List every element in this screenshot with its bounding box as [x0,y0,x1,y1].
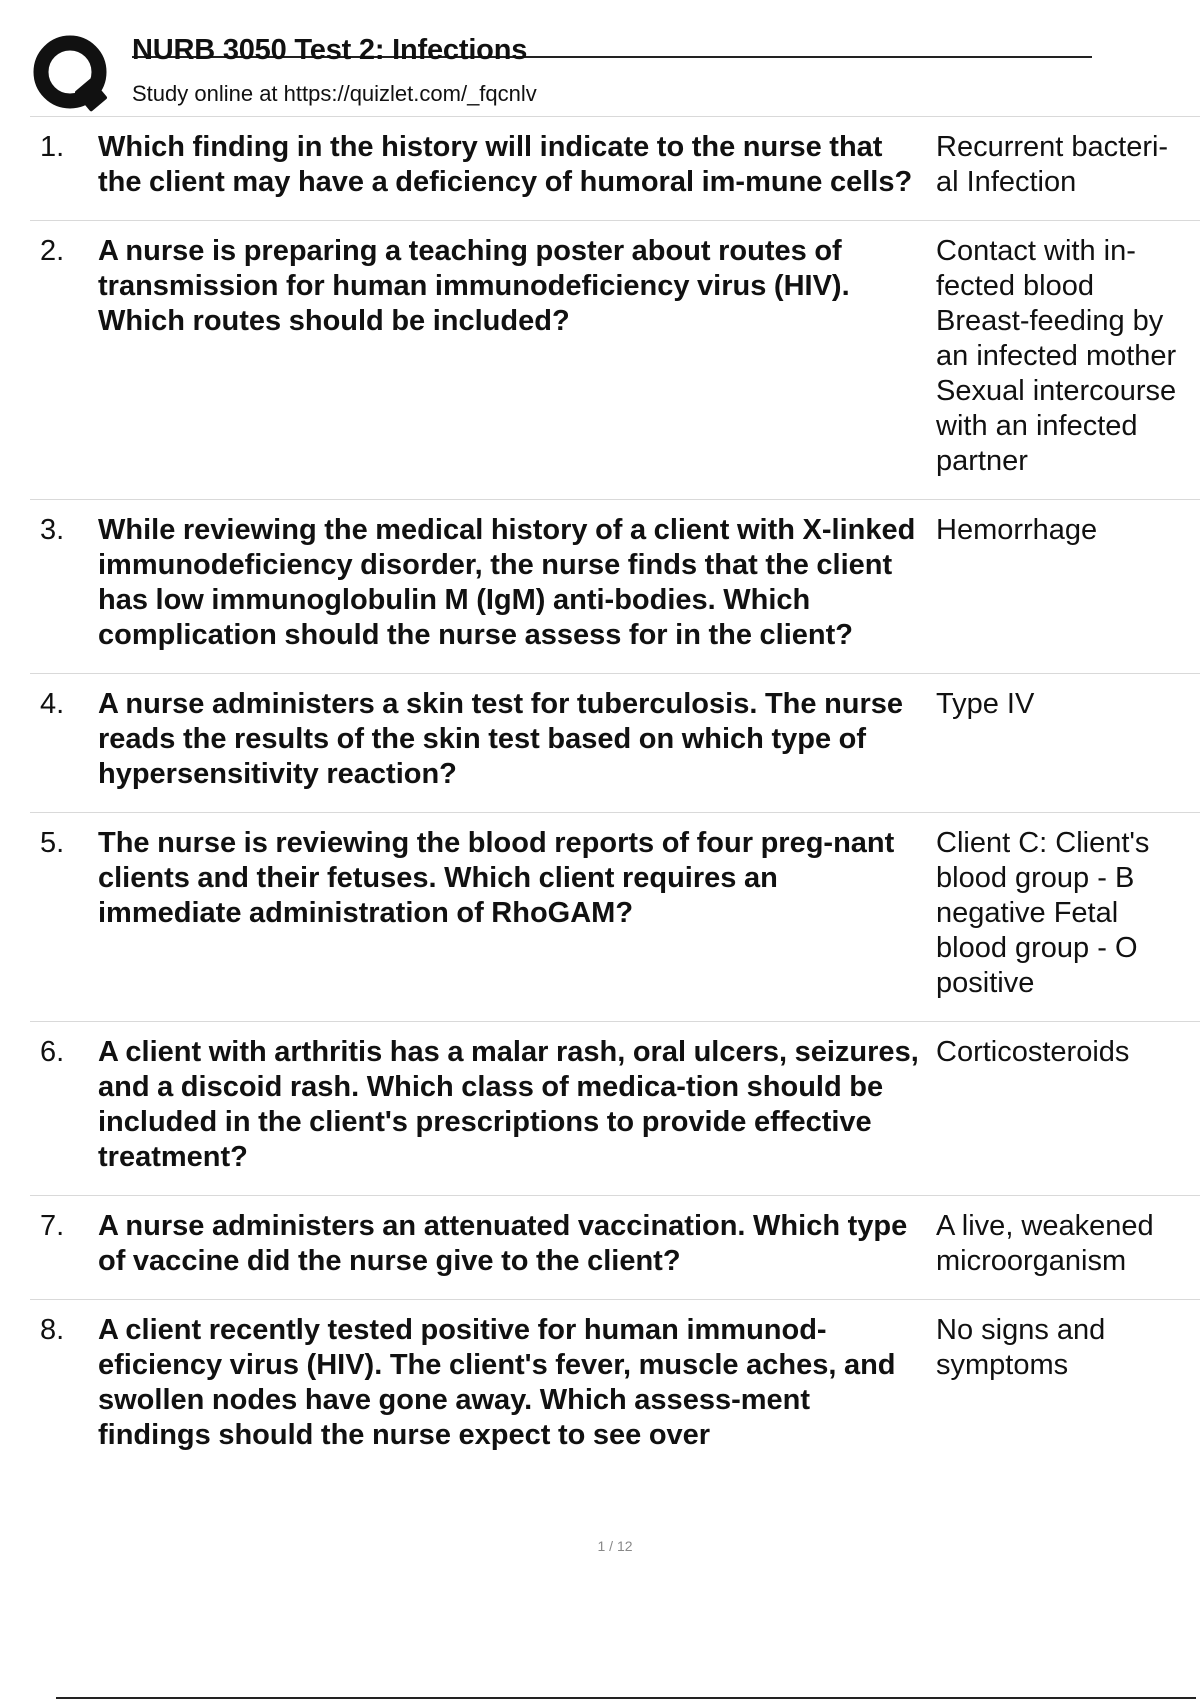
card-definition: Corticosteroids [936,1036,1130,1068]
card-definition: Client C: Client's blood group - B negative Fetal blood group - O positive [936,827,1150,999]
flashcard-list [30,116,1200,1517]
card-number: 6. [40,1036,65,1068]
card-term: A client recently tested positive for human immunod-eficiency virus (HIV). The client's fever, muscle aches, and swollen nodes have gone away. Which assess-ment findings should the nurse expect to see over [98,1314,896,1451]
card-definition: Contact with in-fected blood Breast-feeding by an infected mother Sexual intercourse with an infected partner [936,235,1177,477]
flashcard-row [30,1300,1200,1473]
card-term: A nurse is preparing a teaching poster about routes of transmission for human immunodeficiency virus (HIV). Which routes should be included? [98,235,850,337]
card-term: A nurse administers an attenuated vaccination. Which type of vaccine did the nurse give to the client? [98,1210,908,1277]
card-definition: No signs and symptoms [936,1314,1106,1381]
bottom-rule [56,1697,1196,1699]
page-indicator: 1 / 12 [597,1538,633,1554]
flashcard-row [30,674,1200,813]
card-term: A client with arthritis has a malar rash, oral ulcers, seizures, and a discoid rash. Which class of medica-tion should be included in the client's prescriptions to provide effective treatment? [98,1036,919,1173]
card-number: 4. [40,688,65,720]
card-definition: A live, weakened microorganism [936,1210,1154,1277]
card-definition: Type IV [936,688,1035,720]
quizlet-logo-icon [32,34,112,114]
flashcard-row [30,500,1200,674]
card-term: A nurse administers a skin test for tuberculosis. The nurse reads the results of the skin test based on which type of hypersensitivity reaction? [98,688,904,790]
card-number: 3. [40,514,65,546]
card-number: 5. [40,827,65,859]
card-number: 8. [40,1314,65,1346]
card-number: 1. [40,131,65,163]
flashcard-row [30,1196,1200,1300]
header [30,30,1140,112]
card-number: 7. [40,1210,65,1242]
flashcard-row [30,1022,1200,1196]
card-definition: Recurrent bacteri-al Infection [936,131,1169,198]
card-definition: Hemorrhage [936,514,1098,546]
page-title: NURB 3050 Test 2: Infections [132,34,528,66]
card-term: While reviewing the medical history of a client with X-linked immunodeficiency disorder, the nurse finds that the client has low immunoglobulin M (IgM) anti-bodies. Which complication should the nurse assess for in the client? [98,514,916,651]
card-term: Which finding in the history will indicate to the nurse that the client may have a deficiency of humoral im-mune cells? [98,131,913,198]
card-term: The nurse is reviewing the blood reports of four preg-nant clients and their fetuses. Which client requires an immediate administration of RhoGAM? [98,827,895,929]
card-number: 2. [40,235,65,267]
flashcard-row [30,813,1200,1022]
flashcard-row [30,117,1200,221]
flashcard-row [30,221,1200,500]
study-online-link[interactable]: Study online at https://quizlet.com/_fqcnlv [132,81,537,106]
